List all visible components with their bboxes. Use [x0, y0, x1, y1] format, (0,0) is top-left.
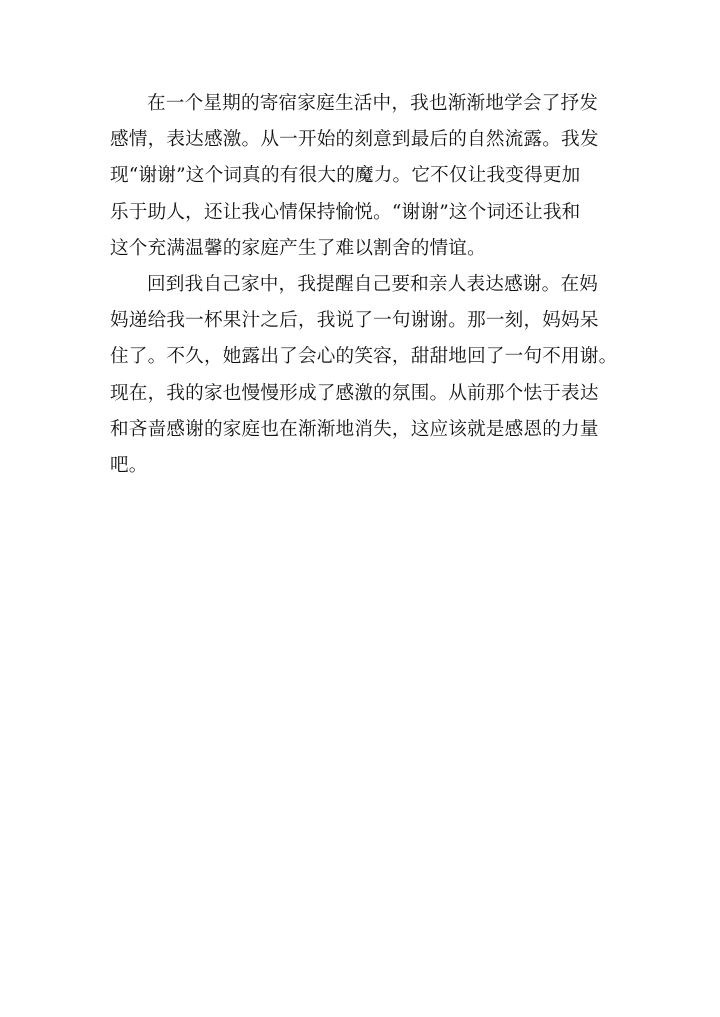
paragraph-2 [110, 267, 618, 484]
paragraph-line: 回到我自己家中，我提醒自己要和亲人表达感谢。在妈 [147, 273, 599, 295]
paragraph-line: 这个充满温馨的家庭产生了难以割舍的情谊。 [110, 237, 486, 259]
paragraph-line: 感情，表达感激。从一开始的刻意到最后的自然流露。我发 [110, 129, 599, 151]
paragraph-line: 现在，我的家也慢慢形成了感激的氛围。从前那个怯于表达 [110, 382, 599, 404]
paragraph-line: 现“谢谢”这个词真的有很大的魔力。它不仅让我变得更加 [110, 165, 581, 187]
paragraph-line: 在一个星期的寄宿家庭生活中，我也渐渐地学会了抒发 [147, 93, 599, 114]
paragraph-line: 妈递给我一杯果汁之后，我说了一句谢谢。那一刻，妈妈呆 [110, 310, 599, 332]
paragraph-1 [110, 86, 610, 267]
paragraph-line: 住了。不久，她露出了会心的笑容，甜甜地回了一句不用谢。 [110, 346, 618, 368]
paragraph-line: 吧。 [110, 454, 148, 476]
paragraph-line: 乐于助人，还让我心情保持愉悦。“谢谢”这个词还让我和 [110, 201, 581, 223]
paragraph-line: 和吝啬感谢的家庭也在渐渐地消失，这应该就是感恩的力量 [110, 418, 599, 440]
document-body [110, 86, 618, 484]
